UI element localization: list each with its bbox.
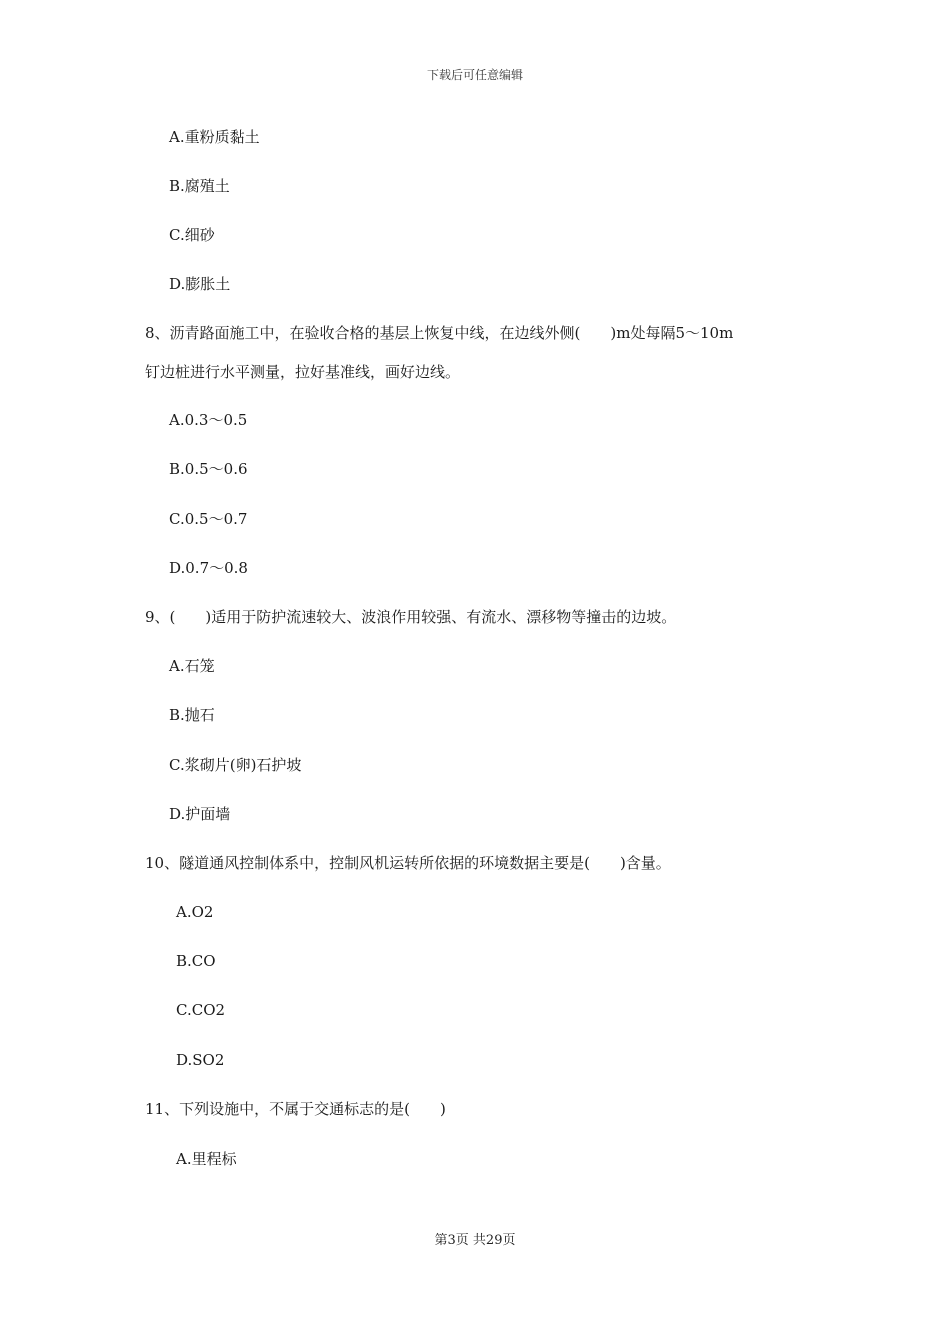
q10-option-b: B.CO bbox=[176, 952, 216, 970]
q9-option-a: A.石笼 bbox=[169, 657, 215, 675]
page-header: 下载后可任意编辑 bbox=[426, 68, 523, 82]
q9-option-c: C.浆砌片(卵)石护坡 bbox=[169, 756, 302, 774]
q9-stem: 9、( )适用于防护流速较大、波浪作用较强、有流水、漂移物等撞击的边坡。 bbox=[145, 608, 677, 626]
q7-option-c: C.细砂 bbox=[169, 226, 215, 244]
q9-option-b: B.抛石 bbox=[169, 706, 215, 724]
q10-option-a: A.O2 bbox=[176, 903, 214, 921]
q11-option-a: A.里程标 bbox=[176, 1150, 237, 1168]
page-footer: 第3页 共29页 bbox=[434, 1233, 516, 1248]
q8-option-a: A.0.3～0.5 bbox=[169, 411, 248, 429]
q10-option-d: D.SO2 bbox=[176, 1051, 225, 1069]
q7-option-a: A.重粉质黏土 bbox=[169, 128, 260, 146]
q8-stem-line1: 8、沥青路面施工中，在验收合格的基层上恢复中线，在边线外侧( )m处每隔5～10m bbox=[145, 324, 734, 342]
q11-stem: 11、下列设施中，不属于交通标志的是( ) bbox=[145, 1100, 446, 1118]
q8-option-d: D.0.7～0.8 bbox=[169, 559, 248, 577]
q10-stem: 10、隧道通风控制体系中，控制风机运转所依据的环境数据主要是( )含量。 bbox=[145, 854, 671, 872]
q8-stem-line2: 钉边桩进行水平测量，拉好基准线，画好边线。 bbox=[145, 363, 461, 381]
q10-option-c: C.CO2 bbox=[176, 1001, 226, 1019]
q8-option-c: C.0.5～0.7 bbox=[169, 510, 248, 528]
q7-option-b: B.腐殖土 bbox=[169, 177, 230, 195]
q8-option-b: B.0.5～0.6 bbox=[169, 460, 248, 478]
q9-option-d: D.护面墙 bbox=[169, 805, 231, 823]
q7-option-d: D.膨胀土 bbox=[169, 275, 231, 293]
